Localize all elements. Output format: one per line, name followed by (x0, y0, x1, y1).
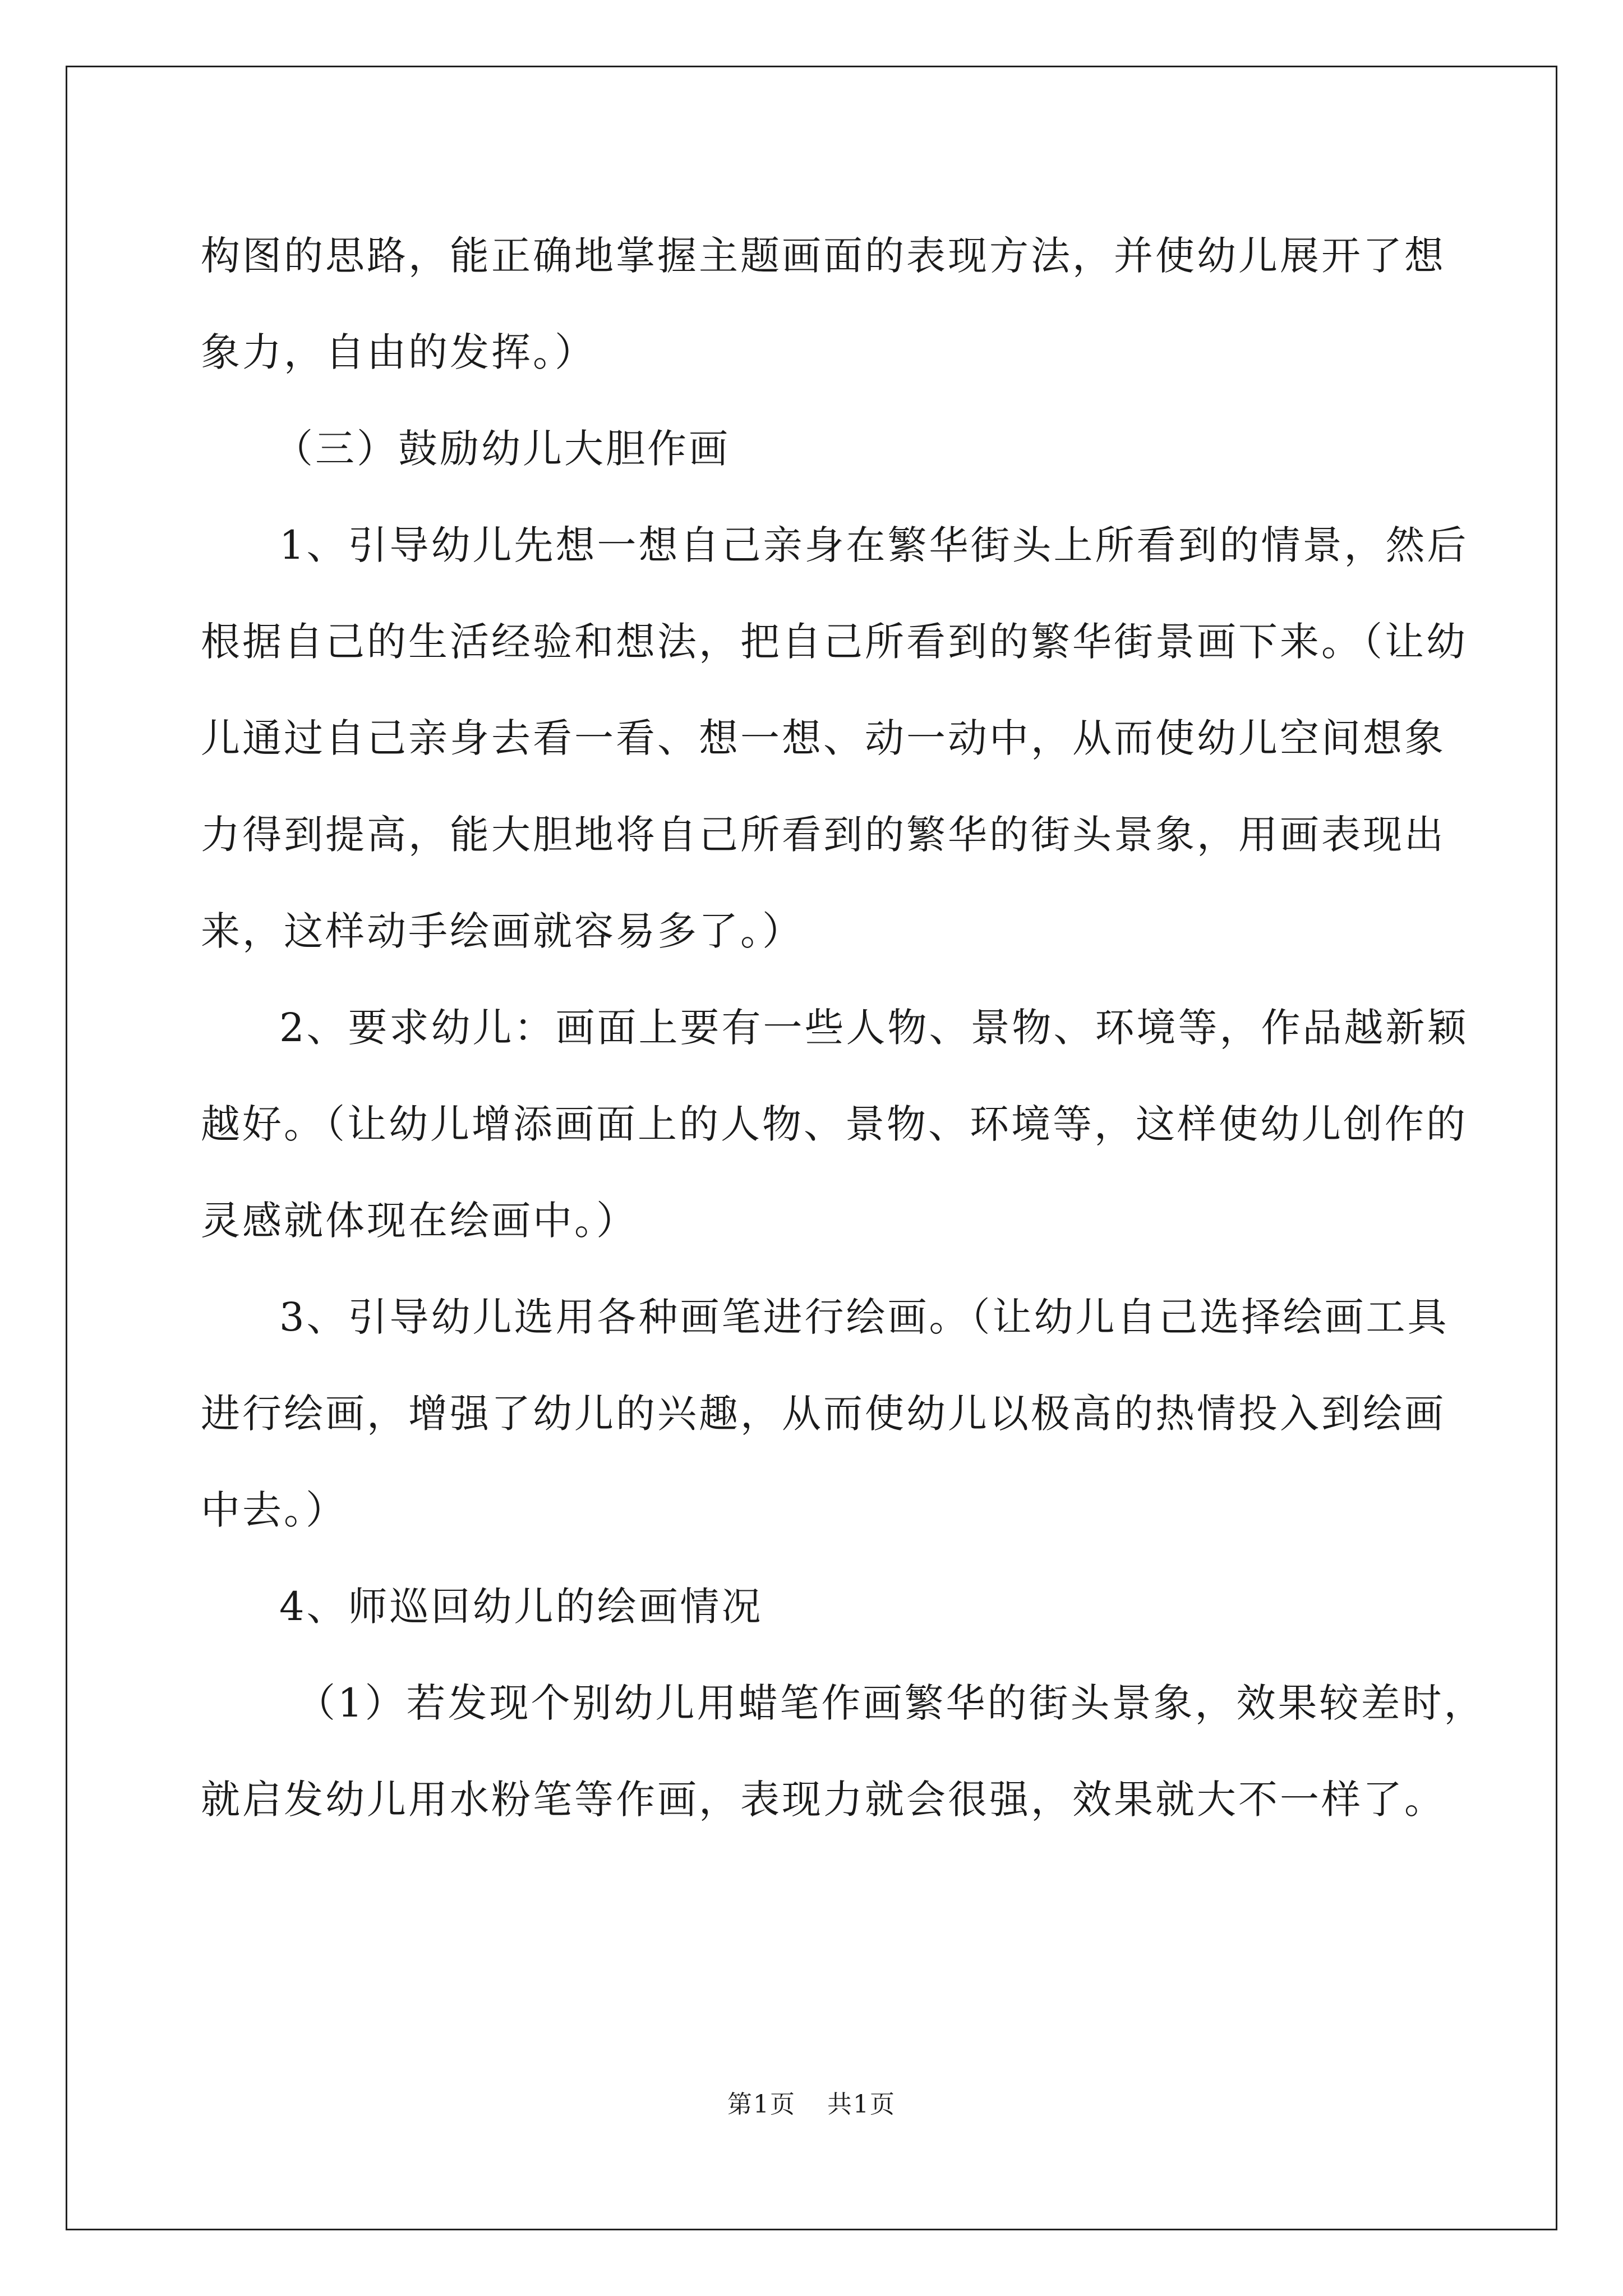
section-heading: （三）鼓励幼儿大胆作画 (274, 426, 730, 472)
text-line: 就启发幼儿用水粉笔等作画，表现力就会很强，效果就大不一样了。 (201, 1777, 1446, 1823)
text-line: 构图的思路，能正确地掌握主题画面的表现方法，并使幼儿展开了想 (201, 233, 1446, 279)
text-line: 2、要求幼儿：画面上要有一些人物、景物、环境等，作品越新颖 (279, 1005, 1469, 1051)
text-line: 越好。（让幼儿增添画面上的人物、景物、环境等，这样使幼儿创作的 (201, 1101, 1468, 1147)
text-line: 灵感就体现在绘画中。） (201, 1198, 638, 1244)
text-line: 中去。） (201, 1487, 347, 1533)
page-footer (0, 2084, 1623, 2120)
text-line: 象力，自由的发挥。） (201, 329, 596, 375)
text-line: 4、师巡回幼儿的绘画情况 (279, 1584, 763, 1630)
text-line: 力得到提高，能大胆地将自己所看到的繁华的街头景象，用画表现出 (201, 812, 1446, 858)
text-line: 1、引导幼儿先想一想自己亲身在繁华街头上所看到的情景，然后 (279, 522, 1469, 568)
text-line: 来，这样动手绘画就容易多了。） (201, 908, 804, 954)
page-number: 第1页 (727, 2090, 796, 2119)
text-line: 儿通过自己亲身去看一看、想一想、动一动中，从而使幼儿空间想象 (201, 715, 1446, 761)
page-total: 共1页 (827, 2090, 896, 2119)
text-line: 进行绘画，增强了幼儿的兴趣，从而使幼儿以极高的热情投入到绘画 (201, 1391, 1446, 1437)
text-line: 3、引导幼儿选用各种画笔进行绘画。（让幼儿自己选择绘画工具 (279, 1294, 1449, 1340)
text-line: 根据自己的生活经验和想法，把自己所看到的繁华街景画下来。（让幼 (201, 619, 1468, 665)
document-body (201, 208, 1486, 1848)
text-line: （1）若发现个别幼儿用蜡笔作画繁华的街头景象，效果较差时， (296, 1680, 1486, 1726)
